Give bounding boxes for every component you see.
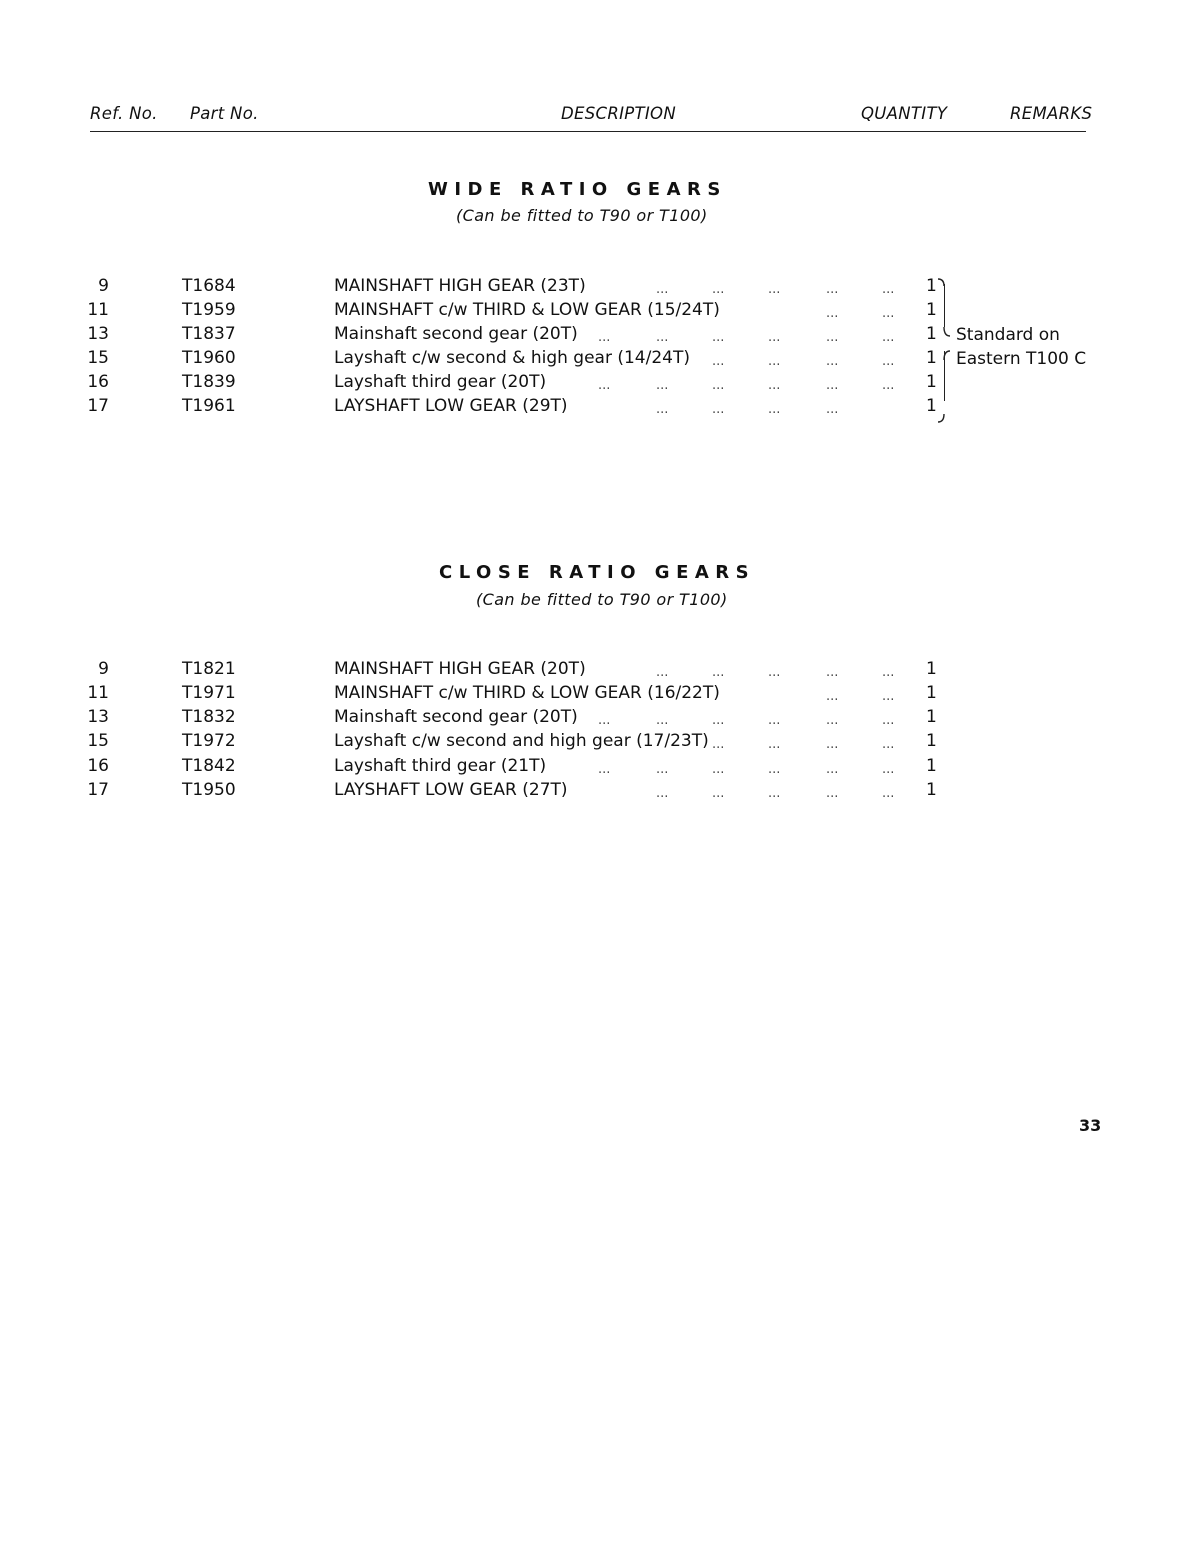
leader-dots: ... xyxy=(768,354,781,369)
leader-dots: ... xyxy=(656,713,669,728)
part-description: MAINSHAFT c/w THIRD & LOW GEAR (16/22T) xyxy=(334,683,720,703)
part-number: T1821 xyxy=(182,659,236,679)
part-description: Layshaft c/w second and high gear (17/23T) xyxy=(334,731,709,751)
part-description: Layshaft third gear (20T) xyxy=(334,372,547,392)
leader-dots: ... xyxy=(712,282,725,297)
leader-dots: ... xyxy=(768,737,781,752)
leader-dots: ... xyxy=(826,713,839,728)
leader-dots: ... xyxy=(826,762,839,777)
part-description: Layshaft third gear (21T) xyxy=(334,756,547,776)
leader-dots: ... xyxy=(712,762,725,777)
quantity: 1 xyxy=(926,780,937,800)
leader-dots: ... xyxy=(712,713,725,728)
leader-dots: ... xyxy=(826,665,839,680)
leader-dots: ... xyxy=(656,378,669,393)
table-row xyxy=(0,780,1204,804)
leader-dots: ... xyxy=(882,282,895,297)
leader-dots: ... xyxy=(768,330,781,345)
part-number: T1684 xyxy=(182,276,236,296)
leader-dots: ... xyxy=(598,762,611,777)
quantity: 1 xyxy=(926,348,937,368)
table-row xyxy=(0,276,1204,300)
leader-dots: ... xyxy=(882,330,895,345)
leader-dots: ... xyxy=(882,354,895,369)
wide-section-title: WIDE RATIO GEARS xyxy=(428,179,727,200)
ref-number: 16 xyxy=(87,756,109,776)
part-description: MAINSHAFT HIGH GEAR (20T) xyxy=(334,659,586,679)
leader-dots: ... xyxy=(656,762,669,777)
header-remarks: REMARKS xyxy=(1010,104,1093,123)
leader-dots: ... xyxy=(826,402,839,417)
table-row xyxy=(0,300,1204,324)
part-description: Mainshaft second gear (20T) xyxy=(334,707,578,727)
ref-number: 15 xyxy=(87,348,109,368)
table-row xyxy=(0,659,1204,683)
leader-dots: ... xyxy=(768,762,781,777)
ref-number: 9 xyxy=(98,276,109,296)
leader-dots: ... xyxy=(712,402,725,417)
ref-number: 11 xyxy=(87,683,109,703)
leader-dots: ... xyxy=(656,282,669,297)
leader-dots: ... xyxy=(768,786,781,801)
ref-number: 9 xyxy=(98,659,109,679)
quantity: 1 xyxy=(926,707,937,727)
ref-number: 17 xyxy=(87,396,109,416)
quantity: 1 xyxy=(926,396,937,416)
leader-dots: ... xyxy=(826,306,839,321)
table-row xyxy=(0,756,1204,780)
close-section-subtitle: (Can be fitted to T90 or T100) xyxy=(476,590,728,609)
header-description: DESCRIPTION xyxy=(561,104,676,123)
ref-number: 15 xyxy=(87,731,109,751)
part-number: T1961 xyxy=(182,396,236,416)
leader-dots: ... xyxy=(826,737,839,752)
close-section-title: CLOSE RATIO GEARS xyxy=(439,562,756,583)
quantity: 1 xyxy=(926,372,937,392)
part-number: T1959 xyxy=(182,300,236,320)
leader-dots: ... xyxy=(768,402,781,417)
leader-dots: ... xyxy=(598,378,611,393)
table-row xyxy=(0,683,1204,707)
part-number: T1971 xyxy=(182,683,236,703)
leader-dots: ... xyxy=(656,330,669,345)
part-description: Layshaft c/w second & high gear (14/24T) xyxy=(334,348,690,368)
leader-dots: ... xyxy=(768,665,781,680)
table-row xyxy=(0,396,1204,420)
leader-dots: ... xyxy=(826,330,839,345)
header-ref: Ref. No. xyxy=(90,104,158,123)
quantity: 1 xyxy=(926,731,937,751)
ref-number: 16 xyxy=(87,372,109,392)
part-number: T1839 xyxy=(182,372,236,392)
wide-section-subtitle: (Can be fitted to T90 or T100) xyxy=(456,206,708,225)
part-description: MAINSHAFT HIGH GEAR (23T) xyxy=(334,276,586,296)
leader-dots: ... xyxy=(882,762,895,777)
leader-dots: ... xyxy=(656,665,669,680)
part-description: LAYSHAFT LOW GEAR (29T) xyxy=(334,396,568,416)
leader-dots: ... xyxy=(768,282,781,297)
table-row xyxy=(0,372,1204,396)
header-quantity: QUANTITY xyxy=(861,104,948,123)
leader-dots: ... xyxy=(712,737,725,752)
header-rule-ref xyxy=(90,131,183,132)
leader-dots: ... xyxy=(826,378,839,393)
leader-dots: ... xyxy=(826,689,839,704)
leader-dots: ... xyxy=(712,786,725,801)
ref-number: 11 xyxy=(87,300,109,320)
header-rule-main xyxy=(183,131,1086,132)
leader-dots: ... xyxy=(882,306,895,321)
quantity: 1 xyxy=(926,756,937,776)
header-part: Part No. xyxy=(190,104,259,123)
part-number: T1960 xyxy=(182,348,236,368)
part-number: T1972 xyxy=(182,731,236,751)
part-description: Mainshaft second gear (20T) xyxy=(334,324,578,344)
leader-dots: ... xyxy=(882,378,895,393)
leader-dots: ... xyxy=(656,402,669,417)
part-number: T1950 xyxy=(182,780,236,800)
quantity: 1 xyxy=(926,300,937,320)
leader-dots: ... xyxy=(882,713,895,728)
wide-remark-line2: Eastern T100 C xyxy=(956,349,1087,369)
part-description: LAYSHAFT LOW GEAR (27T) xyxy=(334,780,568,800)
leader-dots: ... xyxy=(826,354,839,369)
brace-icon xyxy=(936,276,956,426)
leader-dots: ... xyxy=(882,737,895,752)
leader-dots: ... xyxy=(826,786,839,801)
ref-number: 13 xyxy=(87,707,109,727)
leader-dots: ... xyxy=(826,282,839,297)
part-description: MAINSHAFT c/w THIRD & LOW GEAR (15/24T) xyxy=(334,300,720,320)
ref-number: 17 xyxy=(87,780,109,800)
ref-number: 13 xyxy=(87,324,109,344)
leader-dots: ... xyxy=(712,330,725,345)
leader-dots: ... xyxy=(768,378,781,393)
leader-dots: ... xyxy=(598,330,611,345)
quantity: 1 xyxy=(926,276,937,296)
wide-remark-line1: Standard on xyxy=(956,325,1060,345)
table-row xyxy=(0,707,1204,731)
leader-dots: ... xyxy=(882,689,895,704)
leader-dots: ... xyxy=(598,713,611,728)
part-number: T1832 xyxy=(182,707,236,727)
quantity: 1 xyxy=(926,683,937,703)
leader-dots: ... xyxy=(768,713,781,728)
leader-dots: ... xyxy=(712,665,725,680)
part-number: T1837 xyxy=(182,324,236,344)
leader-dots: ... xyxy=(882,665,895,680)
leader-dots: ... xyxy=(656,786,669,801)
quantity: 1 xyxy=(926,324,937,344)
table-row xyxy=(0,731,1204,755)
part-number: T1842 xyxy=(182,756,236,776)
leader-dots: ... xyxy=(712,354,725,369)
leader-dots: ... xyxy=(882,786,895,801)
quantity: 1 xyxy=(926,659,937,679)
page-number: 33 xyxy=(1079,1116,1102,1135)
leader-dots: ... xyxy=(712,378,725,393)
